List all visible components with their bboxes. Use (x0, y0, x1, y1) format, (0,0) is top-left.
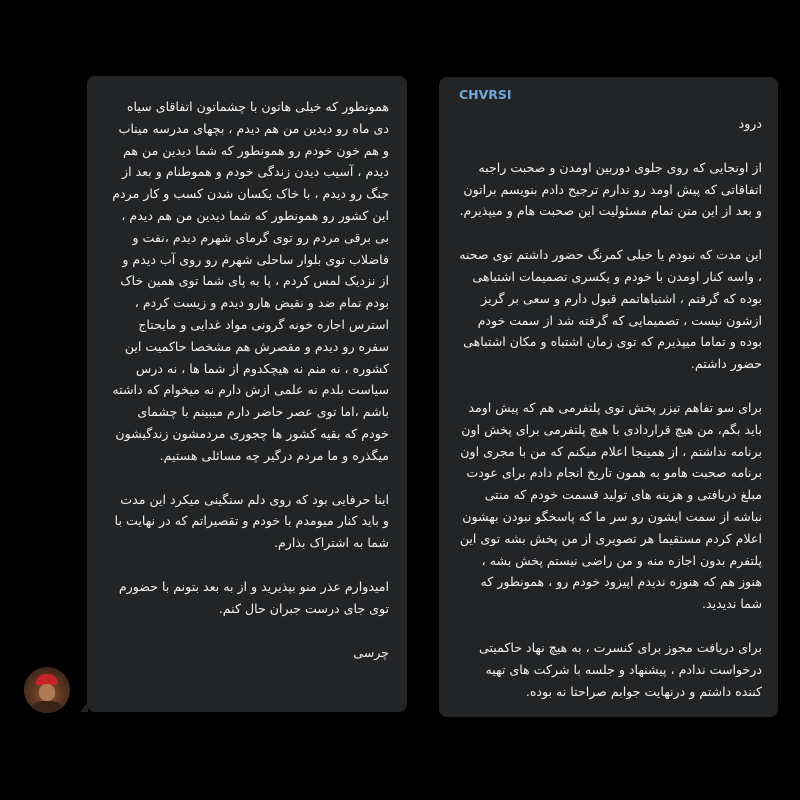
sender-name[interactable]: CHVRSI (459, 87, 512, 102)
message-paragraph: برای سو تفاهم تیزر پخش توی پلتفرمی هم که پیش اومد باید بگم، من هیچ قراردادی با هیچ پلتفرمی برای پخش اون برنامه نداشتم ، از همینجا اعلام میکنم که من با مجری اون برنامه صحبت هامو به همون تاریخ انجام دادم برای عودت مبلغ دریافتی و هزینه های تولید قسمت خودم که منتی نباشه از سمت ایشون رو سر ما که پاسخگو نبودن بهشون اعلام کردم مستقیما هر تصویری از من پخش بشه توی این پلتفرم بدون اجازه منه و من راضی نیستم پخش بشه ، هنوز هم که هنوزه ندیدم اپیزود خودم رو ، همونطور که شما ندیدید. (459, 399, 762, 612)
message-greeting: درود (738, 116, 762, 131)
message-signature: چرسی (353, 644, 389, 660)
message-paragraph: همونطور که خیلی هاتون با چشماتون اتفاقای سیاه دی ماه رو دیدین من هم دیدم ، بچهای مدرسه میناب و هم خون خودم رو همونطور که شما دیدین من هم دیدم ، آسیب دیدن زندگی خودم و هموطنام و بعد از جنگ رو دیدم ، با خاک یکسان شدن کسب و کار مردم این کشور رو همونطور که شما دیدین من هم دیدم ، بی برقی مردم رو توی گرمای شهرم دیدم ،نفت و فاضلاب توی بلوار ساحلی شهرم رو روی آب دیدم و از نزدیک لمس کردم ، پا به پای شما توی همین خاک بودم تمام ضد و نقیض هارو دیدم و زیست کردم ، استرس اجاره خونه گرونی مواد غدایی و مایحتاج سفره رو دیدم و مقصرش هم مشخصا حاکمیت این کشوره ، نه منم نه هیچکدوم از شما ها ، نه درس سیاست بلدم نه علمی ازش دارم نه میخوام که داشته باشم ،اما توی عصر حاضر دارم میبینم با چشمای خودم که بقیه کشور ها چجوری مردمشون زندگیشون میگذره و ما مردم درگیر چه مسائلی هستیم. (112, 99, 389, 463)
user-avatar-icon[interactable] (24, 667, 70, 713)
message-paragraph: از اونجایی که روی جلوی دوربین اومدن و صحبت راجبه اتفاقاتی که پیش اومد رو ندارم ترجیح دادم بنویسم براتون و بعد از این متن تمام مسئولیت این صحبت هام و میپذیرم. (459, 159, 762, 219)
face-shape (39, 684, 55, 701)
message-paragraph: امیدوارم عذر منو بپذیرید و از به بعد بتونم با حضورم توی جای درست جبران حال کنم. (118, 578, 389, 616)
message-paragraph: این مدت که نبودم یا خیلی کمرنگ حضور داشتم توی صحنه ، واسه کنار اومدن با خودم و یکسری تصمیمات اشتباهی بوده که گرفتم ، اشتباهاتمم قبول دارم و سعی بر گریز ازشون نیست ، تصمیمایی که گرفته شد از سمت خودم بوده و تماما میپذیرم که توی زمان اشتباه و مکان اشتباهی حضور داشتم. (459, 247, 762, 372)
bubble-tail (80, 702, 88, 712)
shirt-shape (30, 701, 64, 713)
message-bubble-left[interactable] (87, 76, 407, 712)
message-paragraph: برای دریافت مجوز برای کنسرت ، به هیچ نهاد حاکمیتی درخواست ندادم ، پیشنهاد و جلسه با شرکت های تهیه کننده داشتم و درنهایت جوابم صراحتا نه بوده. (478, 639, 762, 699)
message-bubble-right[interactable] (439, 77, 778, 717)
message-paragraph: اینا حرفایی بود که روی دلم سنگینی میکرد این مدت و باید کنار میومدم با خودم و تقصیراتم که در نهایت با شما به اشتراک بذارم. (114, 491, 389, 551)
